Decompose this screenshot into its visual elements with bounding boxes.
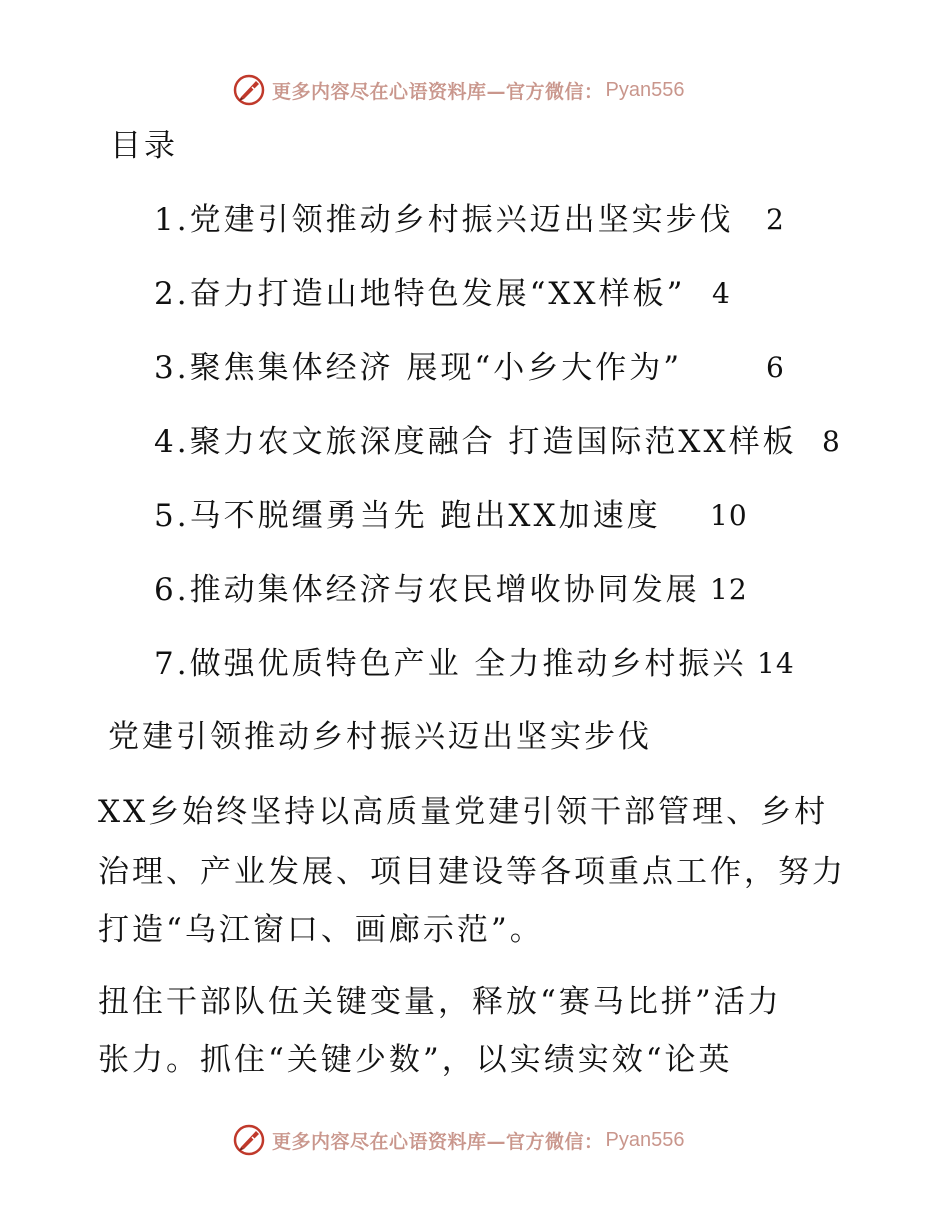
- toc-item-page: 8: [822, 425, 841, 458]
- watermark-text: 更多内容尽在心语资料库—官方微信：: [272, 80, 604, 103]
- toc-item-page: 12: [710, 573, 748, 606]
- toc-item-page: 10: [710, 499, 748, 532]
- watermark-wechat-id: Pyan556: [605, 78, 685, 101]
- toc-item-label: 7.做强优质特色产业 全力推动乡村振兴: [154, 646, 747, 682]
- toc-item-4[interactable]: [154, 422, 841, 462]
- header-watermark: [232, 70, 684, 110]
- toc-item-page: 2: [766, 203, 785, 236]
- body-text-line: 打造“乌江窗口、画廊示范”。: [98, 912, 544, 948]
- body-text-line: 治理、产业发展、项目建设等各项重点工作，努力: [98, 854, 846, 890]
- toc-item-label: 2.奋力打造山地特色发展“XX样板”: [154, 276, 686, 312]
- quill-logo-icon: [232, 73, 266, 107]
- toc-item-6[interactable]: [154, 570, 748, 610]
- toc-item-page: 14: [757, 647, 795, 680]
- toc-item-1[interactable]: [154, 200, 785, 240]
- body-text-line: XX乡始终坚持以高质量党建引领干部管理、乡村: [98, 794, 829, 830]
- watermark-text: 更多内容尽在心语资料库—官方微信：: [272, 1130, 604, 1153]
- body-text-line: 扭住干部队伍关键变量，释放“赛马比拼”活力: [98, 984, 782, 1020]
- toc-item-7[interactable]: [154, 644, 795, 684]
- body-text-line: 张力。抓住“关键少数”，以实绩实效“论英: [98, 1042, 733, 1078]
- quill-logo-icon: [232, 1123, 266, 1157]
- toc-item-label: 1.党建引领推动乡村振兴迈出坚实步伐: [154, 202, 734, 238]
- toc-item-label: 3.聚焦集体经济 展现“小乡大作为”: [154, 350, 683, 386]
- watermark-wechat-id: Pyan556: [605, 1128, 685, 1151]
- toc-title: 目录: [110, 128, 178, 164]
- toc-item-3[interactable]: [154, 348, 785, 388]
- toc-item-page: 6: [766, 351, 785, 384]
- toc-item-label: 6.推动集体经济与农民增收协同发展: [154, 572, 700, 608]
- toc-item-label: 5.马不脱缰勇当先 跑出XX加速度: [154, 498, 661, 534]
- toc-item-2[interactable]: [154, 274, 731, 314]
- section-heading: 党建引领推动乡村振兴迈出坚实步伐: [108, 719, 652, 755]
- toc-item-label: 4.聚力农文旅深度融合 打造国际范XX样板: [154, 424, 797, 460]
- toc-item-page: 4: [712, 277, 731, 310]
- footer-watermark: [232, 1120, 684, 1160]
- toc-item-5[interactable]: [154, 496, 748, 536]
